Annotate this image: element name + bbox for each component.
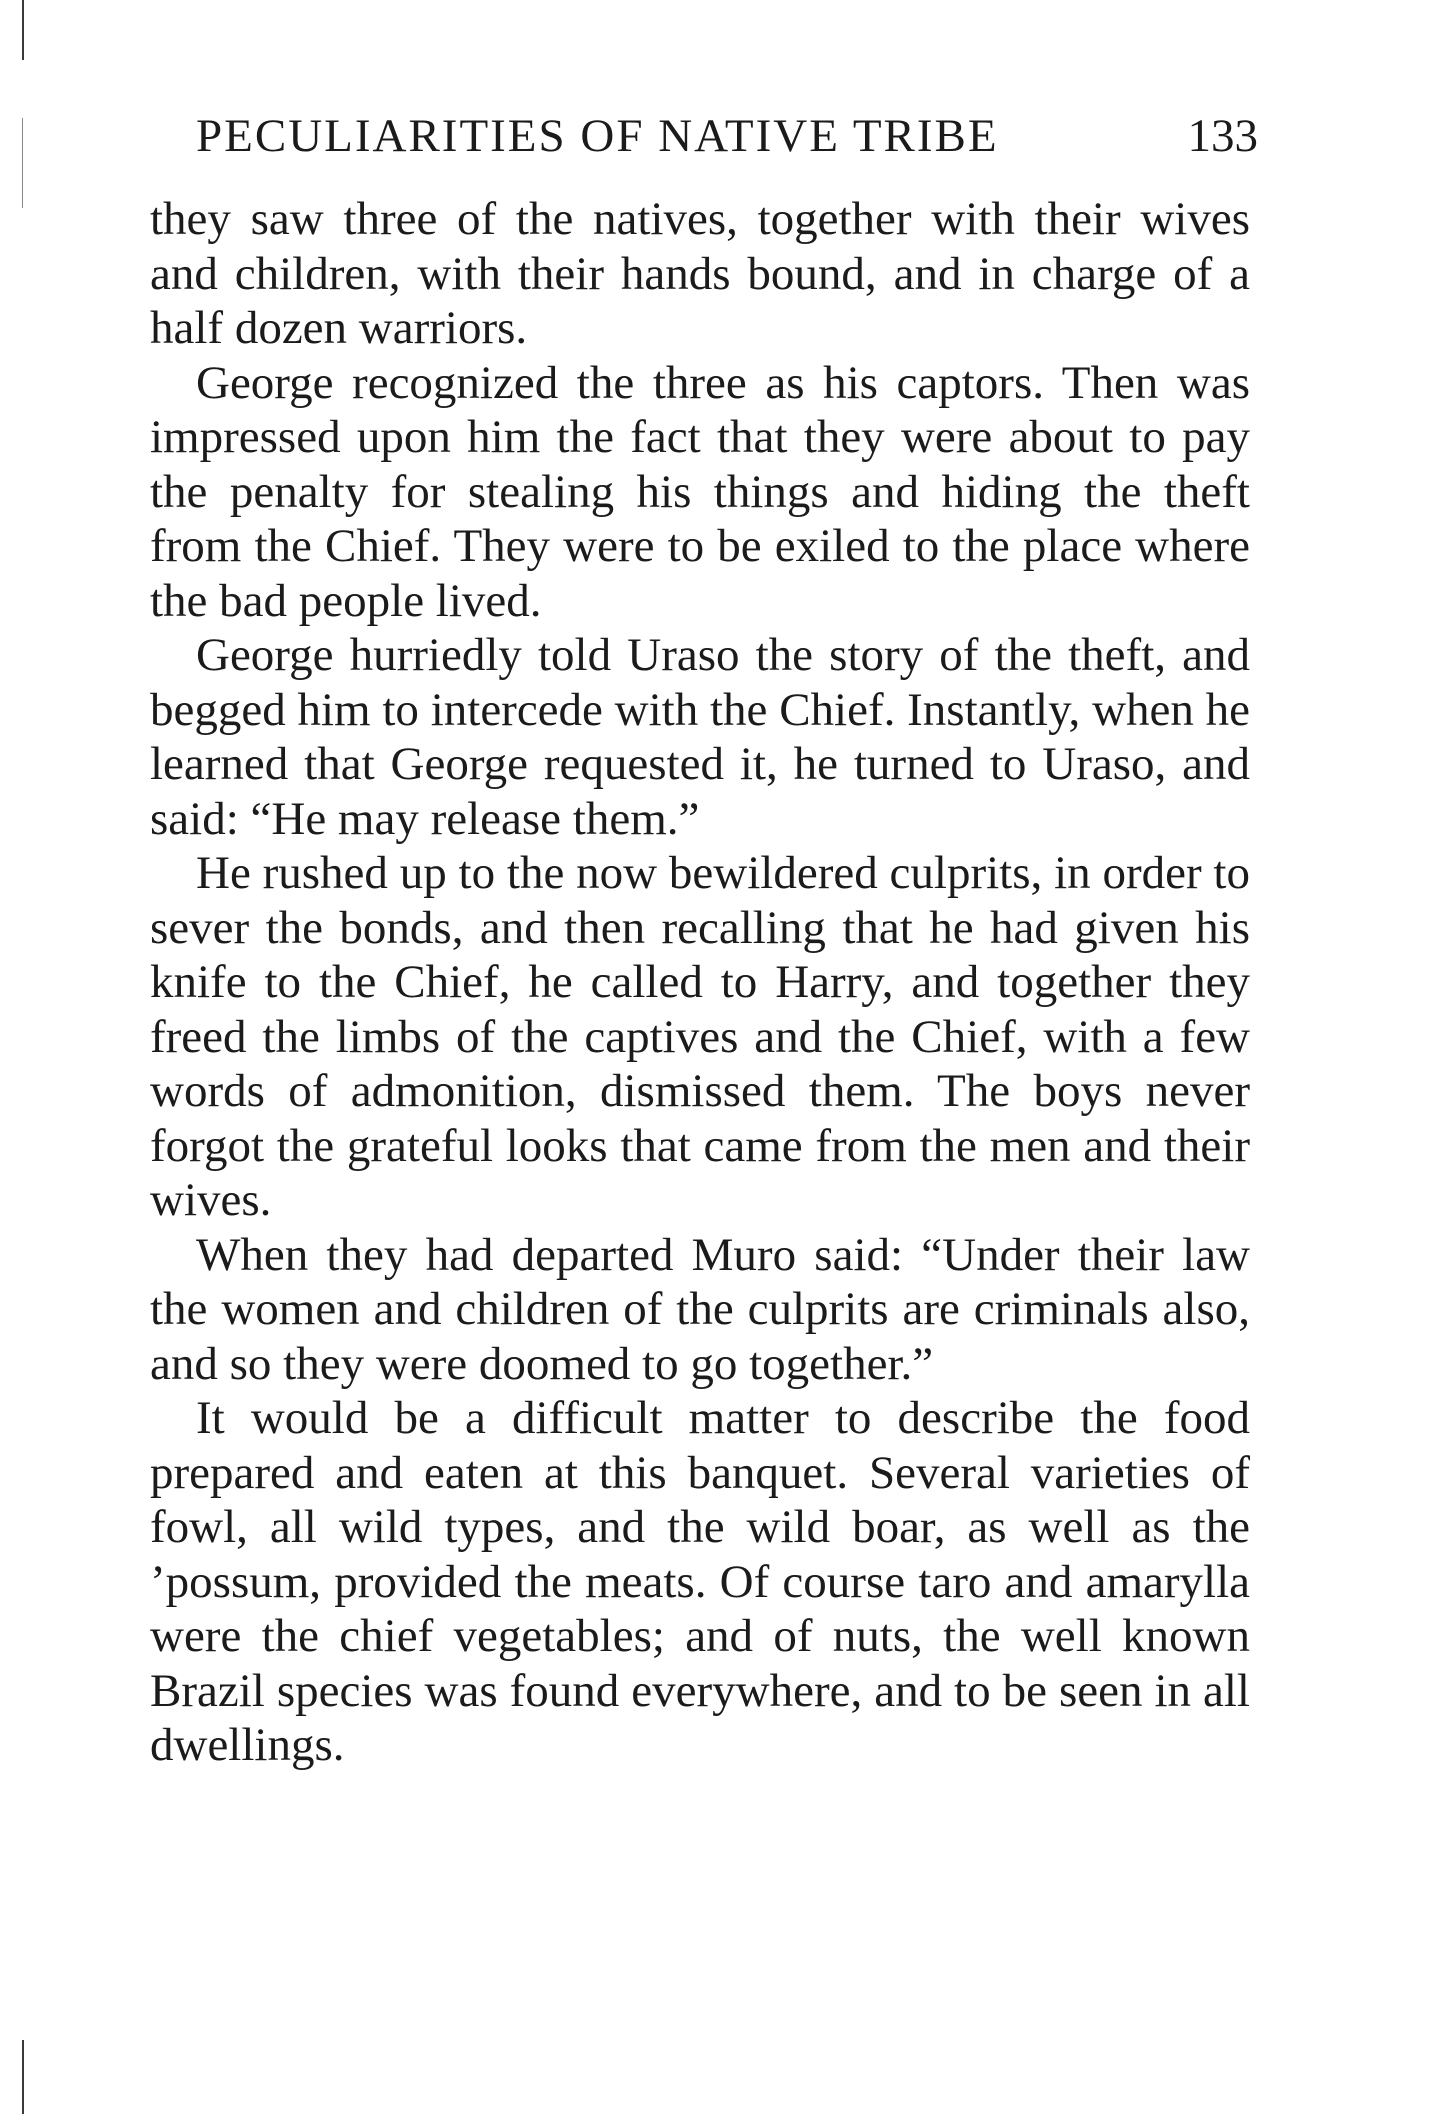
scan-edge-mark xyxy=(22,0,24,60)
scan-edge-mark xyxy=(22,2040,24,2114)
paragraph: When they had departed Muro said: “Under their law the women and children of the culprits are criminals also, and so they were doomed to go together.” xyxy=(150,1228,1250,1390)
paragraph: George hurriedly told Uraso the story of the theft, and begged him to intercede with the Chief. Instantly, when he learned that George requested it, he turned to Uraso, and said: “He may release them.” xyxy=(150,629,1250,845)
paragraph: It would be a difficult matter to describe the food prepared and eaten at this banquet. Several varieties of fowl, all wild types, and the wild boar, as well as the ’possum, provided the meats. Of course taro and amarylla were the chief vegetables; and of nuts, the well known Brazil species was found everywhere, and to be seen in all dwellings. xyxy=(150,1392,1250,1771)
running-head: PECULIARITIES OF NATIVE TRIBE xyxy=(196,110,999,162)
page-header xyxy=(150,106,1258,166)
page-number: 133 xyxy=(1187,110,1258,162)
paragraph: they saw three of the natives, together with their wives and children, with their hands bound, and in charge of a half dozen warriors. xyxy=(150,193,1250,354)
scan-edge-mark xyxy=(22,118,23,208)
paragraph: He rushed up to the now bewildered culprits, in order to sever the bonds, and then recalling that he had given his knife to the Chief, he called to Harry, and together they freed the limbs of the captives and the Chief, with a few words of admonition, dismissed them. The boys never forgot the grateful looks that came from the men and their wives. xyxy=(150,847,1250,1226)
paragraph: George recognized the three as his captors. Then was impressed upon him the fact that they were about to pay the penalty for stealing his things and hiding the theft from the Chief. They were to be exiled to the place where the bad people lived. xyxy=(150,356,1250,627)
body-text xyxy=(150,192,1250,1773)
